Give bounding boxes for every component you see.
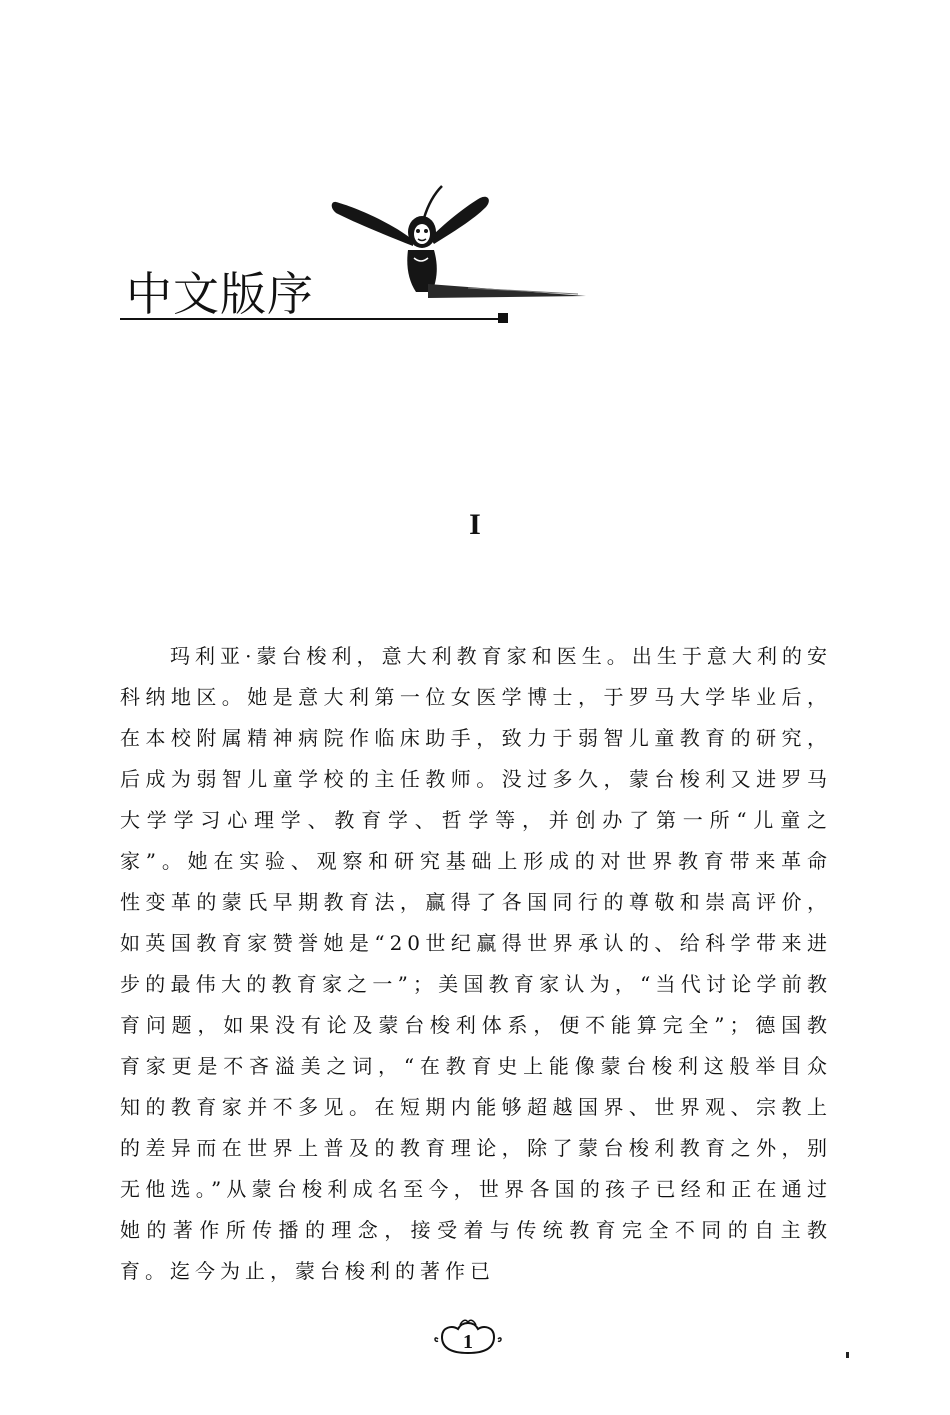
scan-speck	[846, 1352, 849, 1358]
paragraph: 玛利亚·蒙台梭利，意大利教育家和医生。出生于意大利的安科纳地区。她是意大利第一位女医学博士，于罗马大学毕业后，在本校附属精神病院作临床助手，致力于弱智儿童教育的研究，后成为弱智儿童学校的主任教师。没过多久，蒙台梭利又进罗马大学学习心理学、教育学、哲学等，并创办了第一所“儿童之家”。她在实验、观察和研究基础上形成的对世界教育带来革命性变革的蒙氏早期教育法，赢得了各国同行的尊敬和崇高评价，如英国教育家赞誉她是“20世纪赢得世界承认的、给科学带来进步的最伟大的教育家之一”；美国教育家认为，“当代讨论学前教育问题，如果没有论及蒙台梭利体系，便不能算完全”；德国教育家更是不吝溢美之词，“在教育史上能像蒙台梭利这般举目众知的教育家并不多见。在短期内能够超越国界、世界观、宗教上的差异而在世界上普及的教育理论，除了蒙台梭利教育之外，别无他选。”从蒙台梭利成名至今，世界各国的孩子已经和正在通过她的著作所传播的理念，接受着与传统教育完全不同的自主教育。迄今为止，蒙台梭利的著作已	[120, 644, 832, 1283]
page-number: 1	[463, 1331, 473, 1353]
title-underline	[120, 318, 500, 320]
chapter-header	[118, 180, 588, 340]
page-number-badge	[432, 1315, 504, 1363]
section-numeral: I	[469, 508, 481, 541]
body-text	[120, 636, 832, 1292]
chapter-title: 中文版序	[126, 267, 314, 321]
title-underline-square	[498, 313, 508, 323]
winged-figure-illustration	[328, 180, 588, 305]
